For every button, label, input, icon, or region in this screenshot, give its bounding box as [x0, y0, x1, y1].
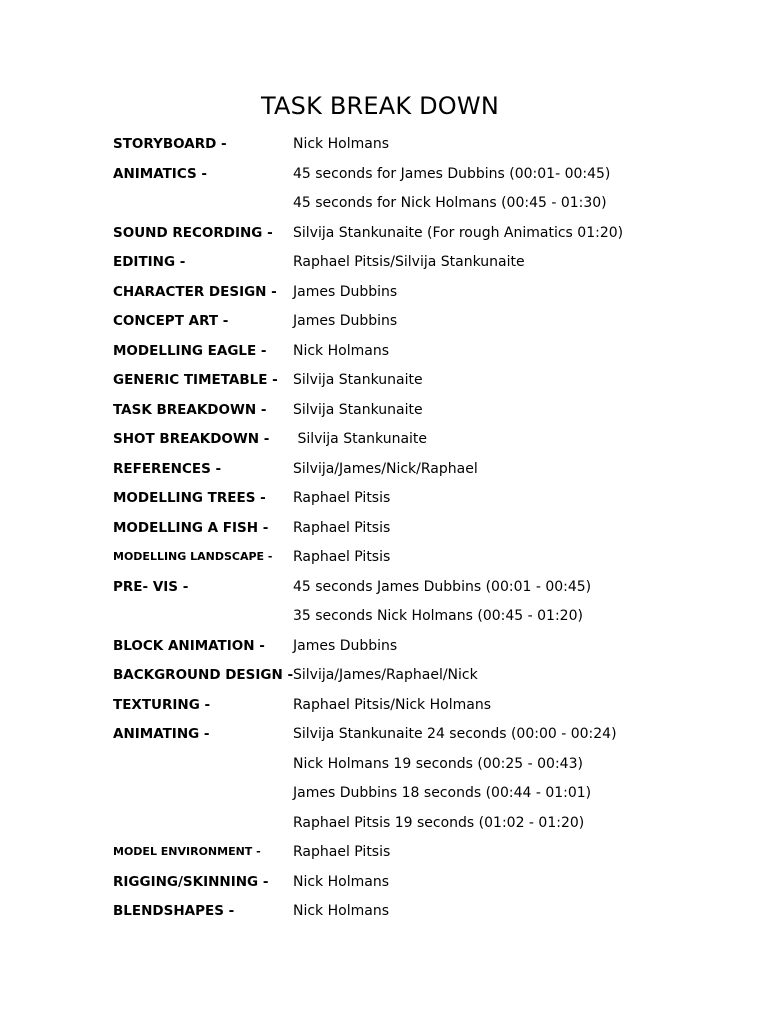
- task-row: [113, 664, 753, 694]
- task-row: [113, 576, 753, 606]
- task-assignee: Raphael Pitsis/Silvija Stankunaite: [293, 254, 525, 270]
- task-label: MODELLING EAGLE -: [113, 342, 267, 359]
- task-label: PRE- VIS -: [113, 578, 189, 595]
- task-label: BACKGROUND DESIGN -: [113, 667, 294, 683]
- task-label: MODELLING A FISH -: [113, 519, 269, 536]
- task-label: BLOCK ANIMATION -: [113, 637, 265, 654]
- task-assignee: Nick Holmans: [293, 342, 389, 359]
- task-assignee: Silvija Stankunaite: [293, 401, 423, 418]
- task-row: [113, 517, 753, 547]
- document-title: TASK BREAK DOWN: [261, 92, 499, 120]
- task-label: SHOT BREAKDOWN -: [113, 431, 270, 447]
- task-row: [113, 369, 753, 399]
- task-label: ANIMATICS -: [113, 165, 208, 182]
- task-assignee: Raphael Pitsis: [293, 844, 391, 860]
- task-assignee: Nick Holmans: [293, 873, 389, 890]
- task-assignee: James Dubbins: [293, 637, 398, 654]
- task-row: [113, 428, 753, 458]
- task-row: [113, 635, 753, 665]
- task-row: [113, 694, 753, 724]
- task-row: [113, 723, 753, 753]
- task-label: MODELLING TREES -: [113, 490, 266, 506]
- task-label: MODEL ENVIRONMENT -: [113, 845, 261, 858]
- task-row: [113, 546, 753, 576]
- task-row: [113, 841, 753, 871]
- task-assignee: Raphael Pitsis: [293, 490, 391, 506]
- task-label: CONCEPT ART -: [113, 313, 229, 329]
- task-row: [113, 871, 753, 901]
- task-assignee: 35 seconds Nick Holmans (00:45 - 01:20): [293, 608, 583, 624]
- task-assignee: James Dubbins: [293, 283, 398, 300]
- task-assignee: Nick Holmans: [293, 903, 389, 919]
- task-assignee: 45 seconds for James Dubbins (00:01- 00:45): [293, 165, 611, 182]
- task-row: [113, 192, 753, 222]
- task-label: ANIMATING -: [113, 726, 210, 742]
- task-assignee: Raphael Pitsis: [293, 519, 391, 536]
- task-row: [113, 222, 753, 252]
- task-label: SOUND RECORDING -: [113, 224, 273, 241]
- task-assignee: Nick Holmans 19 seconds (00:25 - 00:43): [293, 755, 583, 772]
- task-assignee: Silvija Stankunaite: [293, 431, 428, 447]
- task-assignee: 45 seconds James Dubbins (00:01 - 00:45): [293, 578, 592, 595]
- task-row: [113, 782, 753, 812]
- task-row: [113, 251, 753, 281]
- task-row: [113, 753, 753, 783]
- task-assignee: James Dubbins: [293, 313, 398, 329]
- task-assignee: Silvija Stankunaite: [293, 372, 423, 388]
- task-row: [113, 605, 753, 635]
- task-assignee: Raphael Pitsis/Nick Holmans: [293, 696, 491, 713]
- task-assignee: Nick Holmans: [293, 136, 389, 152]
- task-label: RIGGING/SKINNING -: [113, 873, 269, 890]
- task-label: TEXTURING -: [113, 696, 211, 713]
- task-row: [113, 487, 753, 517]
- task-row: [113, 281, 753, 311]
- task-assignee: Silvija Stankunaite 24 seconds (00:00 - 00:24): [293, 726, 617, 742]
- task-assignee: 45 seconds for Nick Holmans (00:45 - 01:30): [293, 195, 607, 211]
- task-row: [113, 812, 753, 842]
- task-label: BLENDSHAPES -: [113, 903, 235, 919]
- task-label: GENERIC TIMETABLE -: [113, 372, 278, 388]
- task-label: EDITING -: [113, 254, 186, 270]
- task-label: TASK BREAKDOWN -: [113, 401, 267, 418]
- task-row: [113, 458, 753, 488]
- task-label: CHARACTER DESIGN -: [113, 283, 277, 300]
- task-label: MODELLING LANDSCAPE -: [113, 550, 273, 563]
- task-assignee: Raphael Pitsis: [293, 549, 391, 565]
- task-row: [113, 310, 753, 340]
- task-list: [113, 133, 753, 930]
- task-row: [113, 133, 753, 163]
- task-assignee: Raphael Pitsis 19 seconds (01:02 - 01:20): [293, 814, 585, 831]
- task-assignee: Silvija/James/Nick/Raphael: [293, 460, 478, 477]
- task-assignee: Silvija/James/Raphael/Nick: [293, 667, 478, 683]
- task-assignee: Silvija Stankunaite (For rough Animatics 01:20): [293, 224, 624, 241]
- task-row: [113, 163, 753, 193]
- task-row: [113, 900, 753, 930]
- task-assignee: James Dubbins 18 seconds (00:44 - 01:01): [293, 785, 592, 801]
- task-label: REFERENCES -: [113, 460, 222, 477]
- task-row: [113, 399, 753, 429]
- task-label: STORYBOARD -: [113, 136, 227, 152]
- task-row: [113, 340, 753, 370]
